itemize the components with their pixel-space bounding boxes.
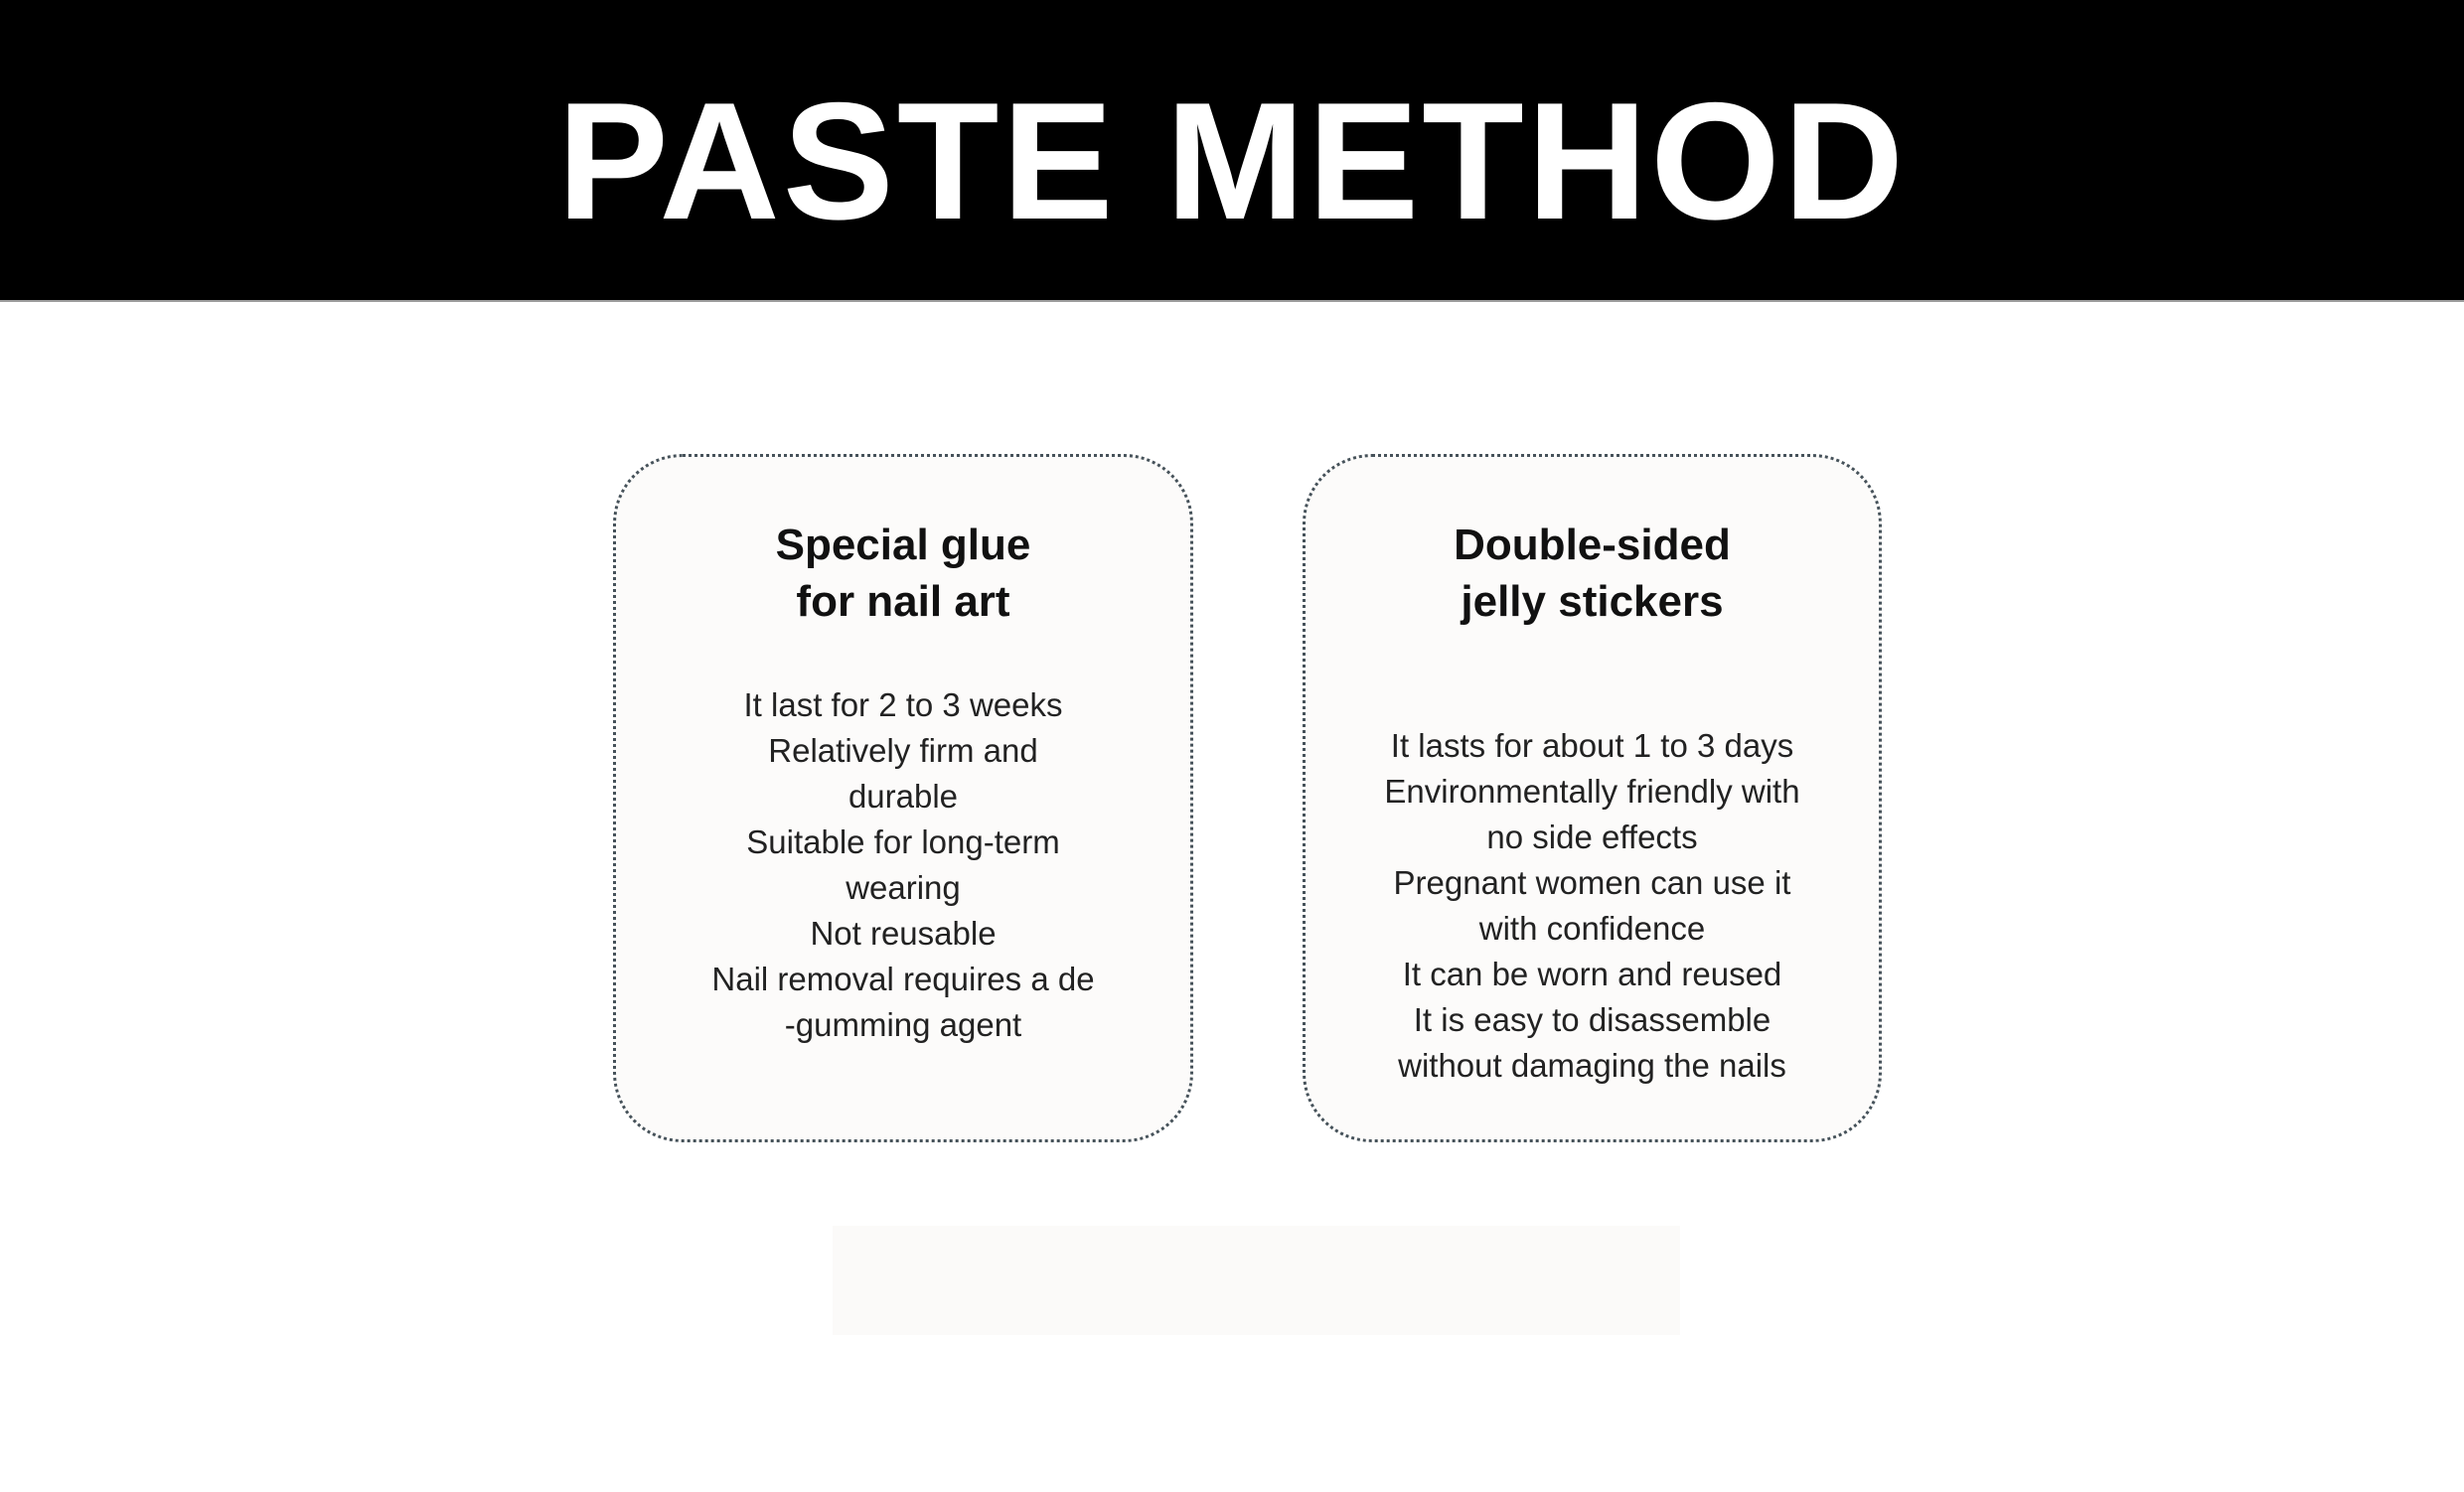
body-line: with confidence (1478, 910, 1706, 947)
body-line: wearing (846, 869, 961, 906)
body-line: It lasts for about 1 to 3 days (1390, 727, 1794, 764)
body-line: no side effects (1486, 819, 1698, 855)
header-banner (0, 0, 2464, 302)
card-title-line: Special glue (775, 521, 1031, 569)
body-line: Relatively firm and (768, 732, 1038, 769)
body-line: without damaging the nails (1398, 1047, 1786, 1084)
card-title-line: Double-sided (1454, 521, 1731, 569)
body-line: It can be worn and reused (1402, 956, 1782, 992)
body-line: It is easy to disassemble (1413, 1001, 1771, 1038)
faint-background-strip (833, 1226, 1680, 1335)
card-body (1306, 723, 1879, 1089)
card-body (616, 682, 1190, 1048)
body-line: Pregnant women can use it (1393, 864, 1791, 901)
card-title (1306, 517, 1879, 630)
card-special-glue (613, 454, 1193, 1142)
card-title (616, 517, 1190, 630)
card-title-line: jelly stickers (1461, 577, 1724, 626)
body-line: -gumming agent (784, 1006, 1022, 1043)
card-jelly-stickers (1303, 454, 1882, 1142)
body-line: Environmentally friendly with (1384, 773, 1800, 810)
page-title: PASTE METHOD (556, 67, 1908, 254)
body-line: durable (847, 778, 959, 815)
body-line: It last for 2 to 3 weeks (743, 686, 1063, 723)
body-line: Nail removal requires a de (711, 961, 1095, 997)
body-line: Not reusable (810, 915, 997, 952)
body-line: Suitable for long-term (746, 823, 1060, 860)
card-title-line: for nail art (796, 577, 1010, 626)
